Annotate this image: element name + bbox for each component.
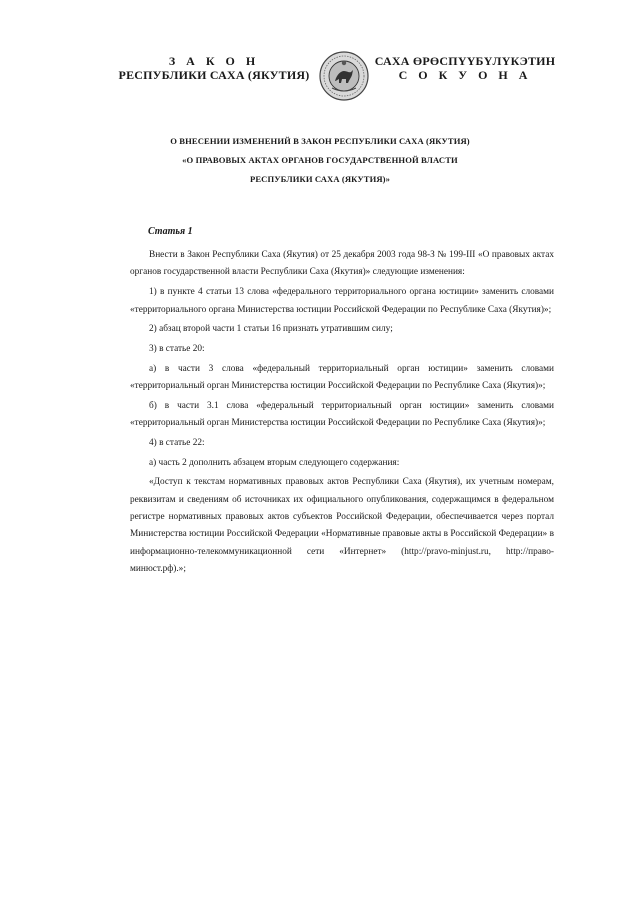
coat-of-arms-emblem — [318, 50, 370, 102]
paragraph-item-3b: б) в части 3.1 слова «федеральный территориальный орган юстиции» заменить словами «территориальный орган Министерства юстиции Российской Федерации по Республике Саха (Якутия)»; — [130, 400, 554, 429]
article-heading: Статья 1 — [148, 226, 193, 237]
header-right-line2: С О К У О Н А — [398, 68, 532, 82]
header-right-line1: САХА ӨРӨСПҮҮБҮЛҮКЭТИН — [374, 54, 556, 68]
paragraph-quote: «Доступ к текстам нормативных правовых актов Республики Саха (Якутия), их учетным номерам, реквизитам и сведениям об источниках их официального опубликования, содержащимся в федеральном регистре нормативных правовых актов субъектов Российской Федерации, обеспечивается через портал Министерства юстиции Российской Федерации «Нормативные правовые акты в Российской Федерации» в информационно-телекоммуникационной сети «Интернет» (http://pravo-minjust.ru, http://право-минюст.рф).»; — [130, 477, 554, 575]
paragraph-item-3: 3) в статье 20: — [149, 343, 205, 354]
paragraph-item-1: 1) в пункте 4 статьи 13 слова «федерального территориального органа юстиции» заменить словами «территориального органа Министерства юстиции Российской Федерации по Республике Саха (Якутия)»; — [130, 287, 554, 315]
title-line2: «О ПРАВОВЫХ АКТАХ ОРГАНОВ ГОСУДАРСТВЕННОЙ ВЛАСТИ — [182, 155, 458, 165]
header-left — [108, 54, 320, 82]
article-body — [130, 247, 554, 581]
paragraph-item-2: 2) абзац второй части 1 статьи 16 признать утратившим силу; — [149, 324, 393, 335]
paragraph-item-4: 4) в статье 22: — [149, 437, 205, 448]
title-line1: О ВНЕСЕНИИ ИЗМЕНЕНИЙ В ЗАКОН РЕСПУБЛИКИ САХА (ЯКУТИЯ) — [170, 136, 470, 146]
paragraph-item-3a: а) в части 3 слова «федеральный территориальный орган юстиции» заменить словами «территориальный орган Министерства юстиции Российской Федерации по Республике Саха (Якутия)»; — [130, 363, 554, 392]
law-title — [130, 132, 510, 189]
header-left-line1: З А К О Н — [168, 54, 260, 68]
header-right — [374, 54, 556, 82]
header-left-line2: РЕСПУБЛИКИ САХА (ЯКУТИЯ) — [118, 68, 310, 82]
paragraph-intro: Внести в Закон Республики Саха (Якутия) от 25 декабря 2003 года 98-З № 199-III «О правовых актах органов государственной власти Республики Саха (Якутия)» следующие изменения: — [130, 250, 554, 278]
paragraph-item-4a: а) часть 2 дополнить абзацем вторым следующего содержания: — [149, 457, 400, 468]
title-line3: РЕСПУБЛИКИ САХА (ЯКУТИЯ)» — [249, 174, 391, 184]
